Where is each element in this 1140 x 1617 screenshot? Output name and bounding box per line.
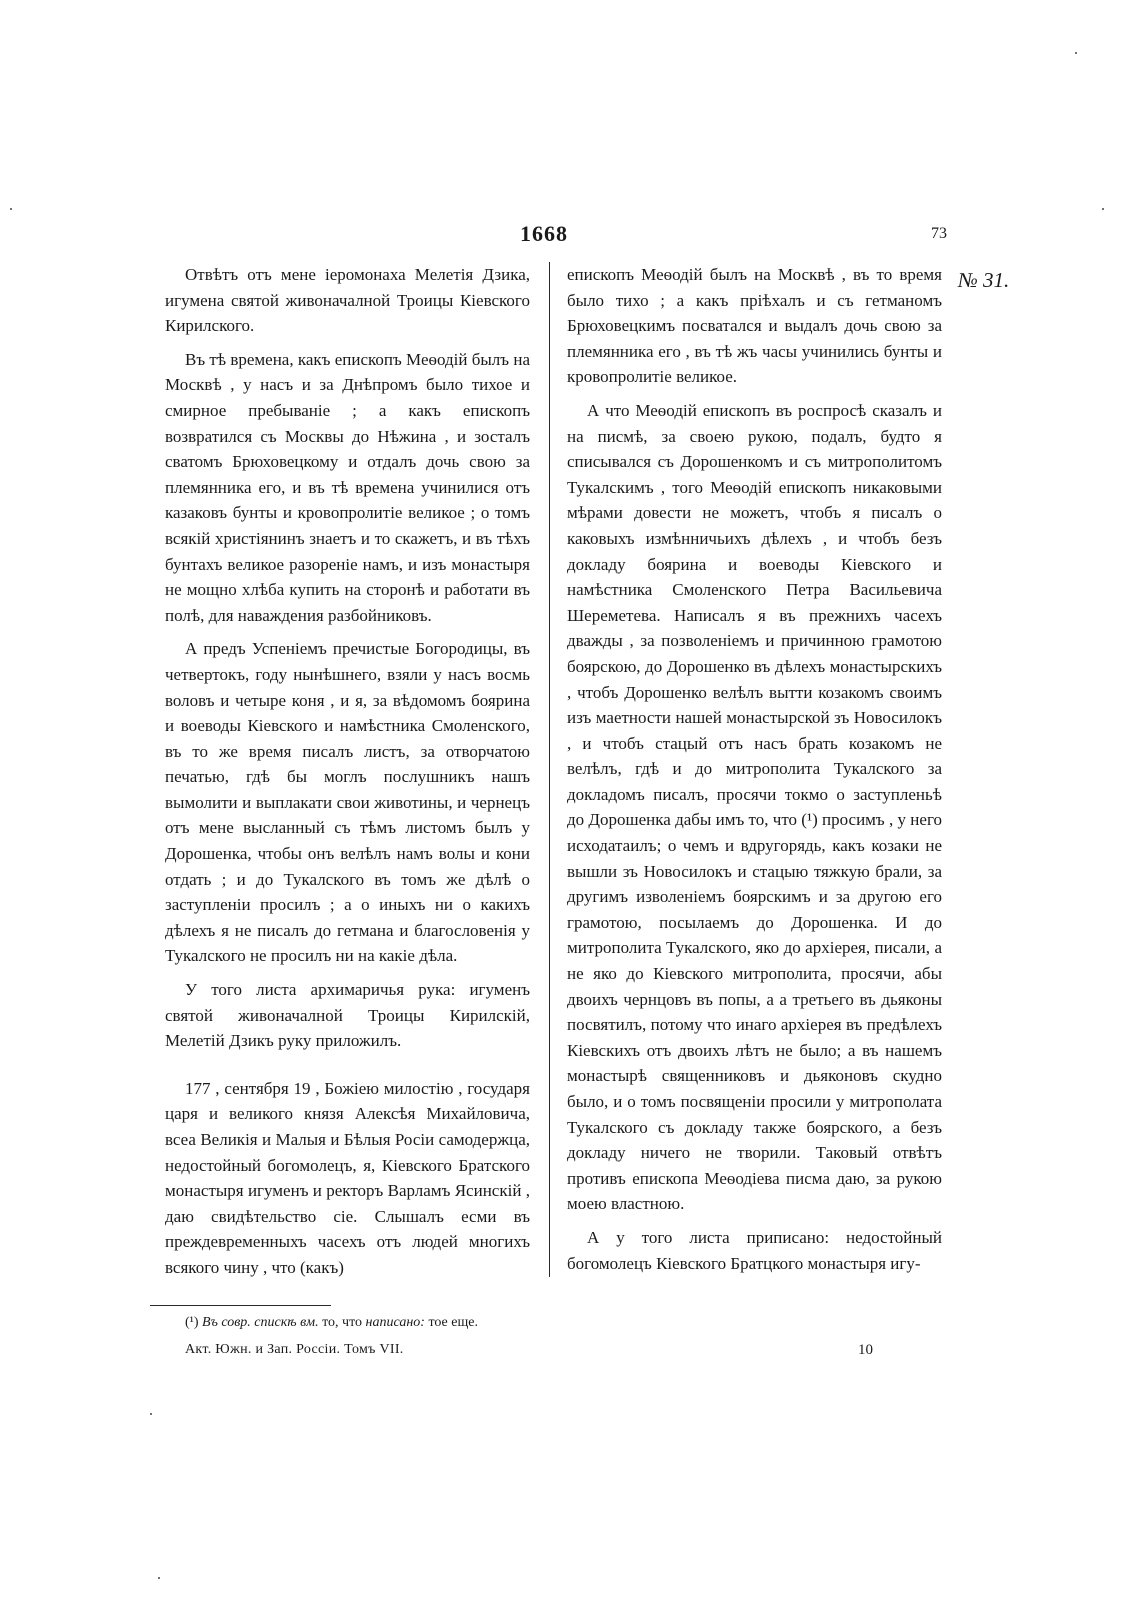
scan-speck <box>10 208 12 210</box>
sheet-number: 10 <box>858 1342 873 1358</box>
page-number: 73 <box>931 225 947 242</box>
footnote-middle: то, что <box>322 1315 363 1330</box>
footnote <box>185 1315 478 1331</box>
paragraph: Отвѣтъ отъ мене іеромонаха Мелетія Дзика, игумена святой живоначалной Троицы Кіевского Кирилского. <box>165 265 530 336</box>
paragraph: Въ тѣ времена, какъ епископъ Меѳодій былъ на Москвѣ , у насъ и за Днѣпромъ было тихое и смирное пребываніе ; а какъ епископъ возвратился съ Москвы до Нѣжина , и зосталъ сватомъ Брюховецкому и отдалъ дочь свою за племянника его, и въ тѣ времена учинилися отъ казаковъ бунты и кровопролитіе великое ; о томъ всякій христіянинъ знаетъ и то скажетъ, и въ тѣхъ бунтахъ великое разореніе намъ, и изъ монастыря не мощно хлѣба купить на сторонѣ и работати въ полѣ, для наваждения разбойниковъ. <box>165 349 530 625</box>
paragraph: А предъ Успеніемъ пречистые Богородицы, въ четвертокъ, году нынѣшнего, взяли у насъ восмь воловъ и четыре коня , и я, за вѣдомомъ боярина и воеводы Кіевского и намѣстника Смоленского, въ то же время писалъ листъ, за отворчатою печатью, гдѣ бы моглъ послушникъ нашъ вымолити и выплакати свои животины, и чернецъ отъ мене высланный съ тѣмъ листомъ былъ у Дорошенка, чтобы онъ велѣлъ намъ волы и кони отдать ; и до Тукалского въ томъ же дѣлѣ о заступленіи просилъ ; а о иныхъ ни о какихъ дѣлехъ я не писалъ до гетмана и благословенія у Тукалского не просилъ ни на какіе дѣла. <box>165 639 530 966</box>
footnote-marker: (¹) <box>185 1315 199 1330</box>
right-column <box>567 262 942 1284</box>
running-head-year: 1668 <box>520 221 568 246</box>
scan-speck <box>1075 52 1077 54</box>
footnote-tail: тое еще. <box>428 1315 478 1330</box>
paragraph: 177 , сентября 19 , Божіею милостію , государя царя и великого князя Алексѣя Михайловича, всеа Великія и Малыя и Бѣлыя Росіи самодержца, недостойный богомолецъ, я, Кіевского Братского монастыря игуменъ и ректоръ Варламъ Ясинскій , даю свидѣтельство сіе. Слышалъ есми въ преждевременныхъ часехъ отъ людей многихъ всякого чину , что (какъ) <box>165 1078 530 1277</box>
footnote-italic-lead: Въ совр. спискѣ вм. <box>202 1315 319 1330</box>
paragraph: епископъ Меѳодій былъ на Москвѣ , въ то время было тихо ; а какъ пріѣхалъ и съ гетманомъ Брюховецкимъ посватался и выдалъ дочь свою за племянника его , въ тѣ жъ часы учинились бунты и кровопролитіе великое. <box>567 265 942 387</box>
scan-speck <box>1102 208 1104 210</box>
scan-speck <box>158 1577 160 1579</box>
paragraph: А что Меѳодій епископъ въ роспросѣ сказалъ и на писмѣ, за своею рукою, подалъ, будто я списывался съ Дорошенкомъ и съ митрополитомъ Тукалскимъ , того Меѳодій епископъ никаковыми мѣрами довести не можетъ, чтобъ я писалъ о каковыхъ измѣнничьихъ дѣлехъ , и чтобъ безъ докладу боярина и воеводы Кіевского и намѣстника Смоленского Петра Васильевича Шереметева. Написалъ я въ прежнихъ часехъ дважды , за позволеніемъ и причинною грамотою боярскою, до Дорошенко въ дѣлехъ монастырскихъ , чтобъ Дорошенко велѣлъ вытти козакомъ своимъ изъ маетности нашей монастырской зъ Новосилокъ , и чтобъ стацый отъ насъ брать козакомъ не велѣлъ, гдѣ и до митрополита Тукалского за докладомъ писалъ, просячи токмо о заступленьѣ до Дорошенка дабы имъ то, что (¹) просимъ , у него исходатаилъ; о чемъ и вдругорядь, какъ козаки не вышли зъ Новосилокъ и стацыю тяжкую брали, за другимъ изволеніемъ боярскимъ и за другою его грамотою, посылаемъ до Дорошенка. И до митрополита Тукалского, яко до архіерея, писали, а не яко до Кіевского митрополита, просячи, абы двоихъ чернцовъ въ попы, а а третьего въ дьяконы посвятилъ, потому что инаго архіерея въ предѣлехъ Кіевскихъ отъ двоихъ лѣтъ не было; а въ нашемъ монастырѣ священниковъ и дьяконовъ скудно было, и о томъ посвященіи просили у митрополата Тукалского съ докладу также боярского, а безъ докладу ничего не творили. Таковый отвѣтъ противъ епископа Меѳодіева писма даю, за рукою моею властною. <box>567 400 942 1214</box>
paragraph: У того листа архимаричья рука: игуменъ святой живоначалной Троицы Кирилскій, Мелетій Дзикъ руку приложилъ. <box>165 980 530 1051</box>
left-column <box>165 262 530 1289</box>
scan-speck <box>150 1413 152 1415</box>
column-divider <box>549 262 550 1277</box>
paragraph: А у того листа приписано: недостойный богомолецъ Кіевского Братцкого монастыря игу- <box>567 1227 942 1273</box>
document-number: № 31. <box>958 268 1010 292</box>
printer-signature: Акт. Южн. и Зап. Россіи. Томъ VII. <box>185 1342 404 1357</box>
footnote-italic-written: написано: <box>365 1315 425 1330</box>
footnote-rule <box>150 1305 331 1306</box>
